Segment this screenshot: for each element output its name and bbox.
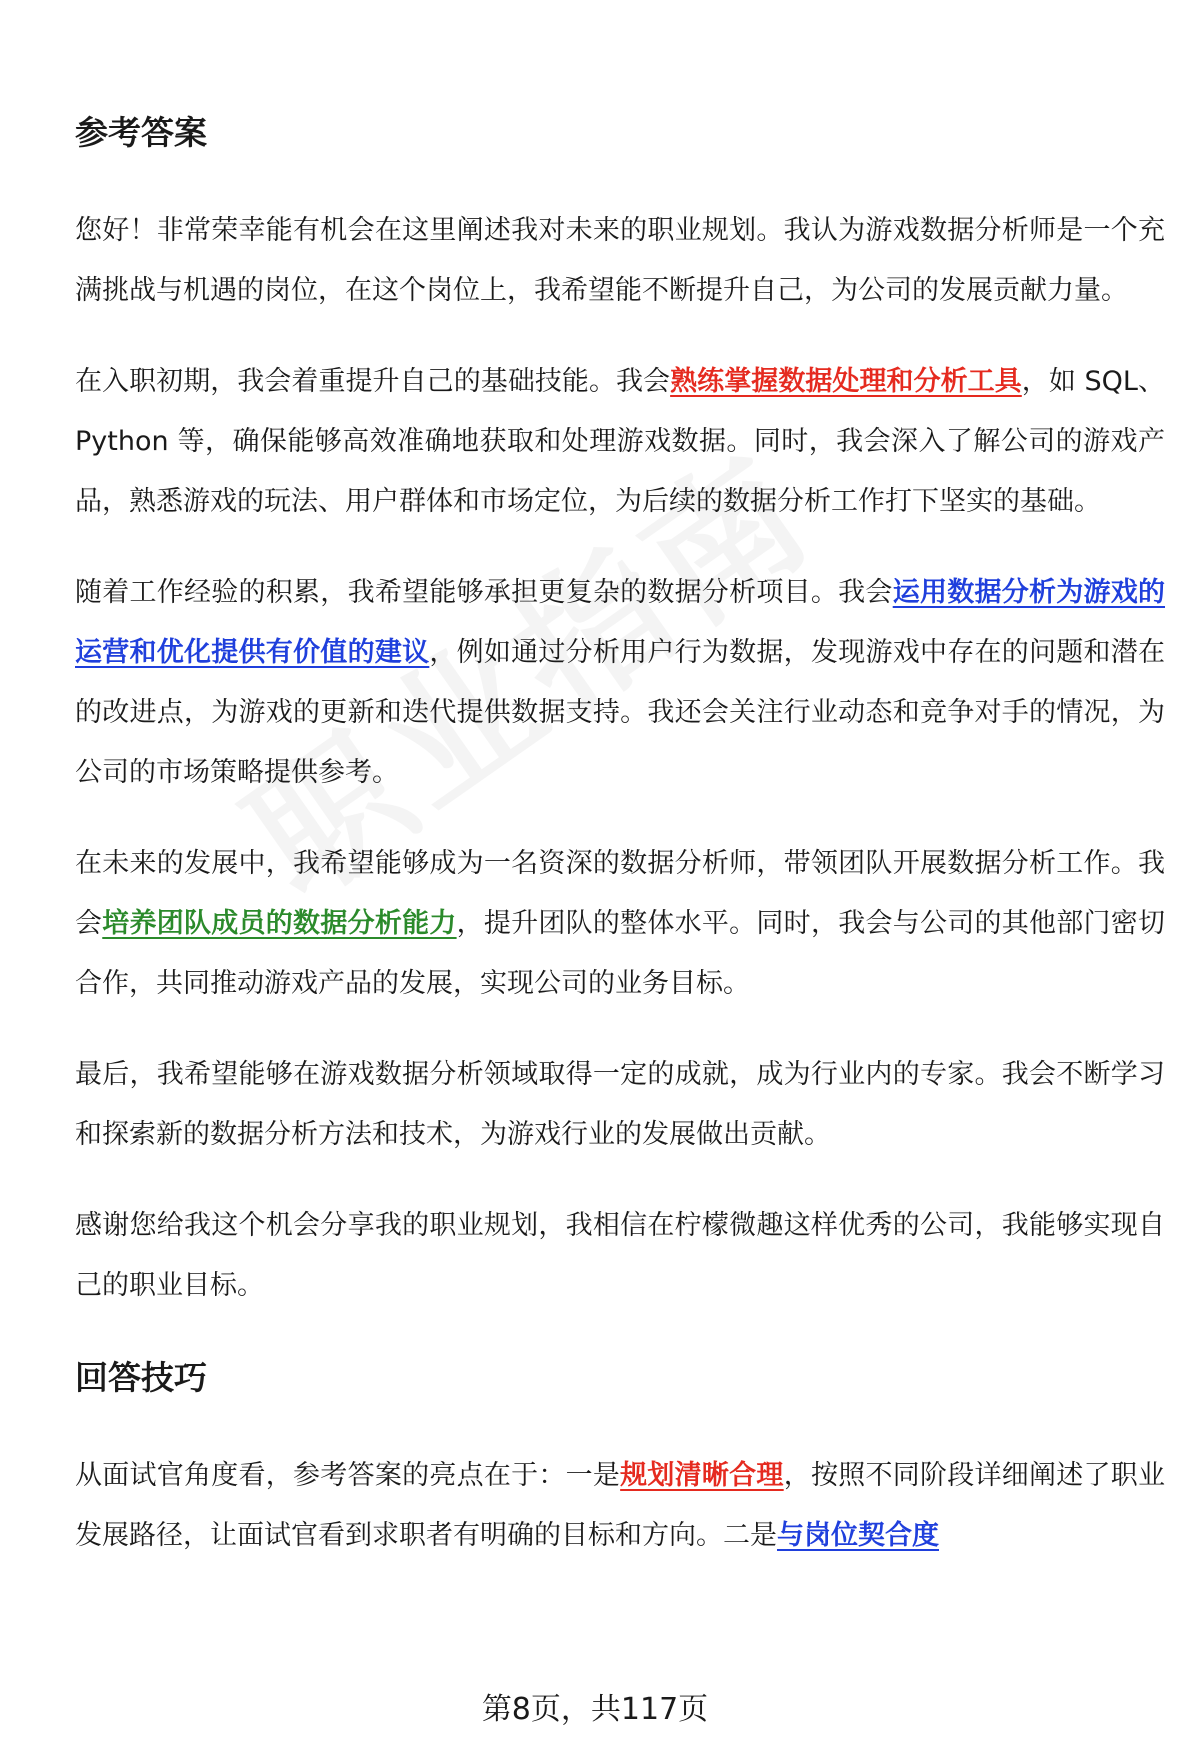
highlight-red: 熟练掌握数据处理和分析工具 [670, 366, 1022, 397]
paragraph-text: 在未来的发展中，我希望能够成为一名资深的数据分析师，带领团队开展数据分析工作。我会 [75, 848, 1165, 939]
answer-paragraph-5: 最后，我希望能够在游戏数据分析领域取得一定的成就，成为行业内的专家。我会不断学习和探索新的数据分析方法和技术，为游戏行业的发展做出贡献。 [75, 1059, 1165, 1150]
answer-paragraph-2 [75, 352, 1165, 532]
document-body [75, 105, 1165, 1597]
paragraph-text: 在入职初期，我会着重提升自己的基础技能。我会 [75, 366, 671, 397]
paragraph-text: 随着工作经验的积累，我希望能够承担更复杂的数据分析项目。我会 [75, 577, 893, 608]
answer-paragraph-3 [75, 563, 1165, 803]
answer-paragraph-4 [75, 834, 1165, 1014]
tips-paragraph [75, 1446, 1165, 1566]
paragraph-text: ，提升团队的整体水平。同时，我会与公司的其他部门密切合作，共同推动游戏产品的发展，实现公司的业务目标。 [75, 908, 1166, 999]
highlight-blue: 与岗位契合度 [777, 1520, 939, 1551]
highlight-blue: 运用数据分析为游戏的运营和优化提供有价值的建议 [75, 577, 1166, 668]
page-number: 第8页，共117页 [481, 1692, 709, 1727]
answer-paragraph-6: 感谢您给我这个机会分享我的职业规划，我相信在柠檬微趣这样优秀的公司，我能够实现自己的职业目标。 [75, 1210, 1165, 1301]
highlight-green: 培养团队成员的数据分析能力 [102, 908, 457, 939]
section-heading-answer: 参考答案 [75, 113, 207, 152]
highlight-red: 规划清晰合理 [620, 1460, 784, 1491]
answer-paragraph-1: 您好！非常荣幸能有机会在这里阐述我对未来的职业规划。我认为游戏数据分析师是一个充满挑战与机遇的岗位，在这个岗位上，我希望能不断提升自己，为公司的发展贡献力量。 [75, 215, 1165, 306]
paragraph-text: ，按照不同阶段详细阐述了职业发展路径，让面试官看到求职者有明确的目标和方向。二是 [75, 1460, 1166, 1551]
paragraph-text: 从面试官角度看，参考答案的亮点在于：一是 [75, 1460, 621, 1491]
section-heading-tips: 回答技巧 [75, 1358, 207, 1397]
paragraph-text: ，如 SQL、Python 等，确保能够高效准确地获取和处理游戏数据。同时，我会深入了解公司的游戏产品，熟悉游戏的玩法、用户群体和市场定位，为后续的数据分析工作打下坚实的基础。 [75, 366, 1166, 517]
paragraph-text: ，例如通过分析用户行为数据，发现游戏中存在的问题和潜在的改进点，为游戏的更新和迭代提供数据支持。我还会关注行业动态和竞争对手的情况，为公司的市场策略提供参考。 [75, 637, 1166, 788]
